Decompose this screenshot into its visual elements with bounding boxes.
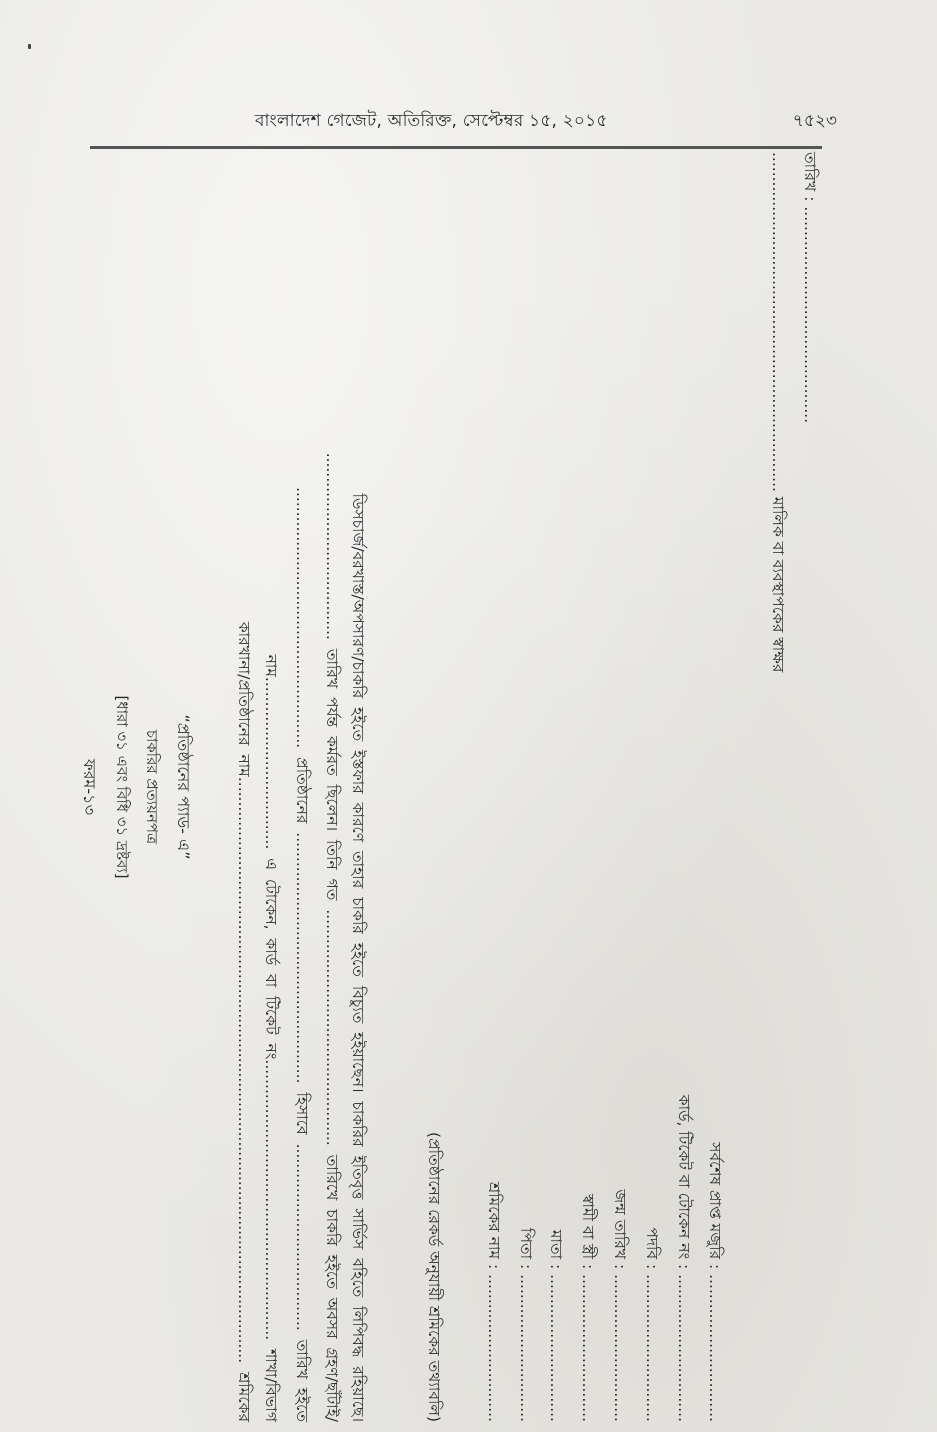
record-worker-name: শ্রমিকের নাম : ..............................	[485, 1181, 503, 1422]
form-subtitle: “প্রতিষ্ঠানের প্যাড- এ”	[174, 714, 193, 860]
gazette-header-title: বাংলাদেশ গেজেট, অতিরিক্ত, সেপ্টেম্বর ১৫, ২০১৫	[255, 111, 608, 131]
form-line-designation-date: ..................................................... প্রতিষ্ঠানের ................................................... হিসাবে ...................................... তারিখ হইতে	[293, 487, 311, 1422]
record-birth-date: জন্ম তারিখ : ..............................	[611, 1189, 629, 1422]
signature-date-line: তারিখ : ............................................	[801, 152, 819, 424]
page-number: ৭৫২৩	[792, 111, 837, 131]
form-number: ফরম-১৩	[80, 759, 99, 815]
records-heading: (প্রতিষ্ঠানের রেকর্ড অনুযায়ী শ্রমিকের তথ্যাবলি)	[425, 1132, 443, 1422]
form-title: চাকরির প্রত্যয়নপত্র	[143, 729, 161, 845]
record-father: পিতা : ..............................	[517, 1228, 535, 1422]
form-section-reference: [ধারা ৩১ এবং বিধি ৩১ দ্রষ্টব্য]	[113, 695, 131, 879]
record-designation: পদবি : ..............................	[643, 1227, 661, 1422]
record-spouse: স্বামী বা স্ত্রী : ..............................	[579, 1194, 597, 1422]
print-speck	[28, 44, 31, 49]
form-line-separation-reason: ডিসচার্জ/বরখাস্ত/অপসারণ/চাকরি হইতে ইস্তফার কারণে তাহার চাকরি হইতে বিচ্যুত হইয়াছেন। চাকরির ইতিবৃত্ত সার্ভিস বহিতে লিপিবদ্ধ রহিয়াছে।	[349, 493, 367, 1422]
form-line-worker-name: নাম................................... এ টোকেন, কার্ড বা টিকেট নং......................................................... শাখা/বিভাগ	[262, 654, 280, 1422]
record-mother: মাতা : ..............................	[547, 1229, 565, 1422]
certificate-form	[80, 152, 826, 1422]
record-card-number: কার্ড, টিকেট বা টোকেন নং : ..............................	[675, 1094, 693, 1422]
form-line-service-period: ...................................... তারিখ পর্যন্ত কর্মরত ছিলেন। তিনি গত ................................................ তারিখে চাকরি হইতে অবসর গ্রহণ/ছাঁটাই/	[323, 452, 341, 1422]
header-rule	[90, 146, 822, 149]
record-last-wage: সর্বশেষ প্রাপ্ত মজুরি : ..............................	[706, 1142, 724, 1422]
owner-signature-line: ..................................................................... মালিক বা ব্যবস্থাপকের স্বাক্ষর	[769, 152, 787, 673]
form-line-factory-name: কারখানা/প্রতিষ্ঠানের নাম....................................................................................................................... শ্রমিকের	[235, 621, 253, 1422]
